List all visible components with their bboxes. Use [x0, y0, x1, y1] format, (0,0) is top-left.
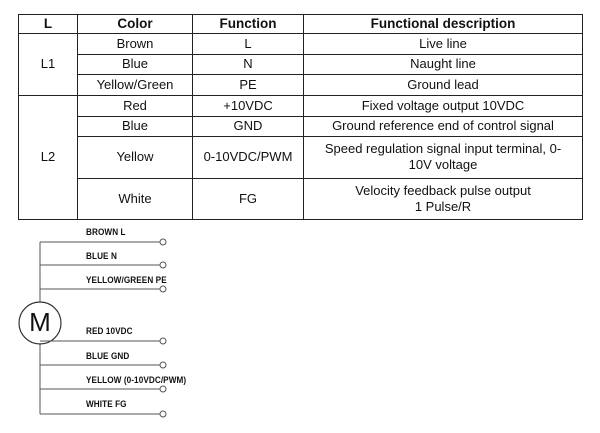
description-cell — [304, 137, 583, 178]
terminal-circle — [160, 338, 166, 344]
terminal-circle — [160, 386, 166, 392]
terminal-circle — [160, 262, 166, 268]
wire-label-white: WHITE FG — [86, 399, 127, 410]
wire-label-blue-gnd: BLUE GND — [86, 351, 130, 362]
terminal-circle — [160, 239, 166, 245]
terminal-circle — [160, 362, 166, 368]
group-label-l1: L1 — [19, 34, 78, 96]
color-cell: Brown — [78, 34, 193, 55]
description-line: Velocity feedback pulse output — [355, 182, 531, 198]
table-row — [19, 54, 583, 75]
wire-label-yellow: YELLOW (0-10VDC/PWM) — [86, 375, 187, 386]
table-row — [19, 95, 583, 116]
color-cell: Yellow — [78, 137, 193, 178]
description-line: 1 Pulse/R — [414, 198, 472, 214]
color-cell: Red — [78, 95, 193, 116]
wiring-table — [18, 14, 583, 220]
table-row — [19, 178, 583, 219]
function-cell: +10VDC — [193, 95, 304, 116]
description-line: Speed regulation signal input terminal, 0- — [324, 141, 562, 157]
wire-label-blue-n: BLUE N — [86, 251, 117, 262]
color-cell: Blue — [78, 116, 193, 137]
wire-label-brown: BROWN L — [86, 227, 126, 238]
table-row — [19, 34, 583, 55]
wire-label-yellow-green: YELLOW/GREEN PE — [86, 275, 167, 286]
function-cell: PE — [193, 75, 304, 96]
function-cell: GND — [193, 116, 304, 137]
description-cell: Fixed voltage output 10VDC — [304, 95, 583, 116]
function-cell: N — [193, 54, 304, 75]
description-cell: Naught line — [304, 54, 583, 75]
header-color: Color — [78, 15, 193, 34]
table-row — [19, 137, 583, 178]
table-row — [19, 116, 583, 137]
table-header-row — [19, 15, 583, 34]
color-cell: Blue — [78, 54, 193, 75]
table-row — [19, 75, 583, 96]
function-cell: L — [193, 34, 304, 55]
description-cell: Ground reference end of control signal — [304, 116, 583, 137]
header-l: L — [19, 15, 78, 34]
motor-label: M — [29, 307, 51, 337]
color-cell: Yellow/Green — [78, 75, 193, 96]
terminal-circle — [160, 286, 166, 292]
description-cell — [304, 178, 583, 219]
wiring-diagram — [0, 222, 600, 433]
terminal-circle — [160, 411, 166, 417]
group-label-l2: L2 — [19, 95, 78, 219]
wire-label-red: RED 10VDC — [86, 326, 133, 337]
function-cell: 0-10VDC/PWM — [193, 137, 304, 178]
description-cell: Live line — [304, 34, 583, 55]
function-cell: FG — [193, 178, 304, 219]
description-line: 10V voltage — [408, 157, 478, 173]
description-cell: Ground lead — [304, 75, 583, 96]
header-function: Function — [193, 15, 304, 34]
header-description: Functional description — [304, 15, 583, 34]
color-cell: White — [78, 178, 193, 219]
